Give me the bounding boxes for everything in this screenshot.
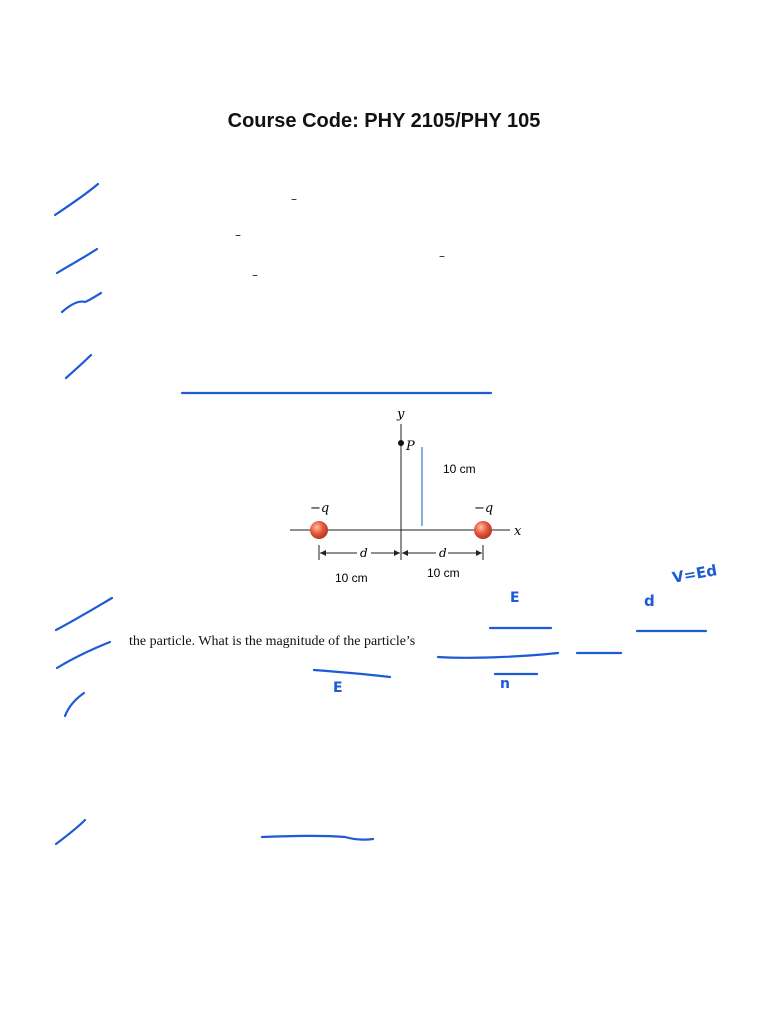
vertical-distance-label: 10 cm <box>443 462 476 476</box>
handwritten-n-label: n <box>500 676 510 692</box>
y-axis-label: y <box>397 407 405 422</box>
left-d-label: d <box>360 546 368 560</box>
x-axis-label: x <box>514 524 522 539</box>
left-charge <box>310 521 328 539</box>
arrow-head <box>320 550 326 556</box>
page-title: Course Code: PHY 2105/PHY 105 <box>227 110 541 132</box>
handwritten-d-label: d <box>644 592 655 610</box>
point-p-dot <box>398 440 404 446</box>
handwritten-e-label: E <box>510 590 520 606</box>
left-charge-label: −q <box>310 501 330 516</box>
left-distance-label: 10 cm <box>335 571 368 585</box>
dash-mark: – <box>291 192 297 206</box>
right-charge <box>474 521 492 539</box>
arrow-head <box>402 550 408 556</box>
right-distance-label: 10 cm <box>427 566 460 580</box>
dash-mark: – <box>252 268 258 282</box>
handwritten-e-label: E <box>333 680 343 696</box>
dash-mark: – <box>439 249 445 263</box>
point-p-label: P <box>406 439 415 454</box>
right-charge-label: −q <box>474 501 494 516</box>
dash-mark: – <box>235 228 241 242</box>
right-d-label: d <box>439 546 447 560</box>
question-text-fragment: the particle. What is the magnitude of the particle’s <box>129 634 416 649</box>
arrow-head <box>476 550 482 556</box>
arrow-head <box>394 550 400 556</box>
handwritten-formula: V=Ed <box>670 561 719 587</box>
